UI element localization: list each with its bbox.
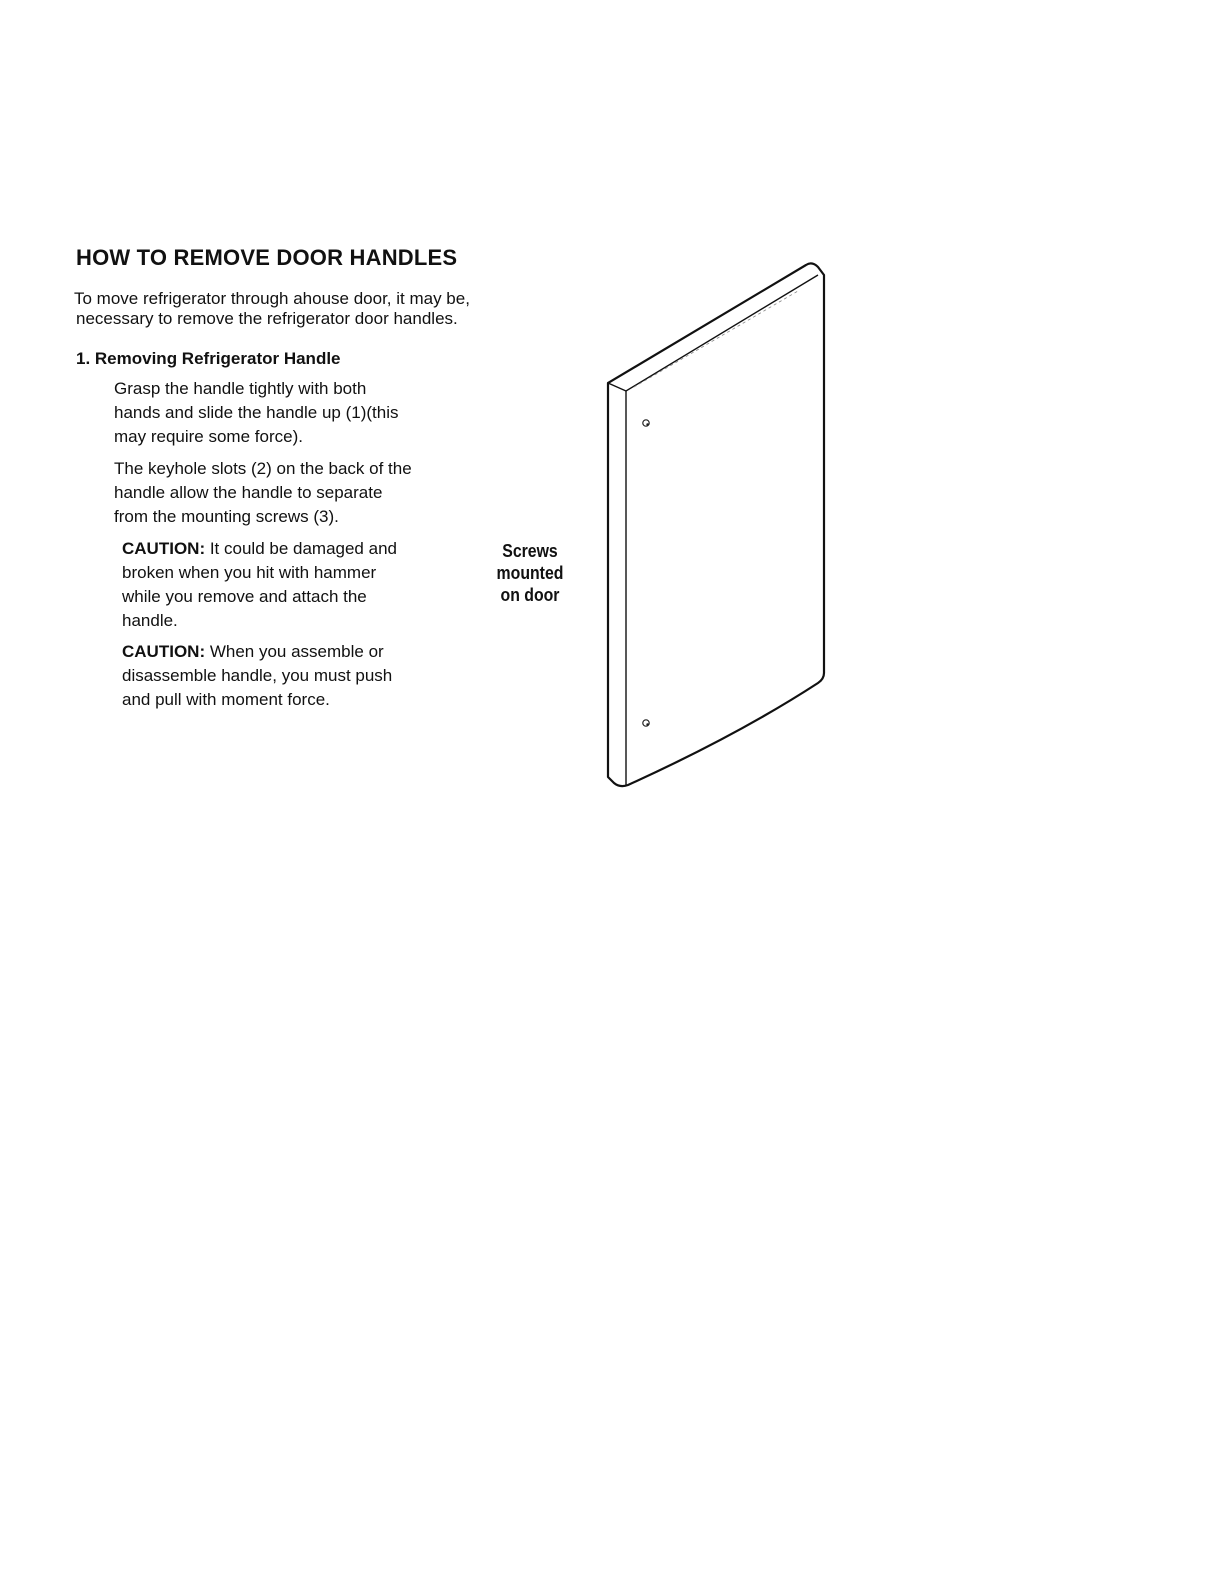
instruction-paragraph <box>114 457 412 529</box>
caution-paragraph <box>122 537 397 633</box>
instruction-paragraph <box>114 377 398 449</box>
text-line: and pull with moment force. <box>122 690 330 709</box>
page-title: HOW TO REMOVE DOOR HANDLES <box>76 245 458 270</box>
text-line: from the mounting screws (3). <box>114 507 339 526</box>
caution-label: CAUTION: <box>122 539 206 558</box>
figure-label-line: Screws <box>502 541 558 561</box>
screw-icon <box>643 420 649 426</box>
text-line <box>122 640 392 664</box>
text-line: may require some force). <box>114 427 303 446</box>
intro-line: To move refrigerator through ahouse door, it may be, <box>74 289 470 308</box>
text-line: handle allow the handle to separate <box>114 483 383 502</box>
text-line: while you remove and attach the <box>122 587 367 606</box>
figure-label-line: on door <box>500 585 560 605</box>
figure-label-line: mounted <box>496 563 564 583</box>
door-outline <box>608 263 824 786</box>
text-line: disassemble handle, you must push <box>122 666 393 685</box>
text-line: hands and slide the handle up (1)(this <box>114 403 399 422</box>
intro-line: necessary to remove the refrigerator door handles. <box>76 309 458 328</box>
caution-paragraph <box>122 640 392 712</box>
text-line: The keyhole slots (2) on the back of the <box>114 459 412 478</box>
screw-icon <box>643 720 649 726</box>
caution-text: It could be damaged and <box>205 539 397 558</box>
text-line: broken when you hit with hammer <box>122 563 377 582</box>
step-heading: 1. Removing Refrigerator Handle <box>76 349 341 368</box>
text-line <box>122 537 397 561</box>
text-line: Grasp the handle tightly with both <box>114 379 367 398</box>
text-line: handle. <box>122 611 178 630</box>
door-illustration <box>598 255 838 795</box>
intro-paragraph <box>74 289 574 329</box>
caution-label: CAUTION: <box>122 642 206 661</box>
caution-text: When you assemble or <box>205 642 384 661</box>
figure-label <box>486 540 574 606</box>
